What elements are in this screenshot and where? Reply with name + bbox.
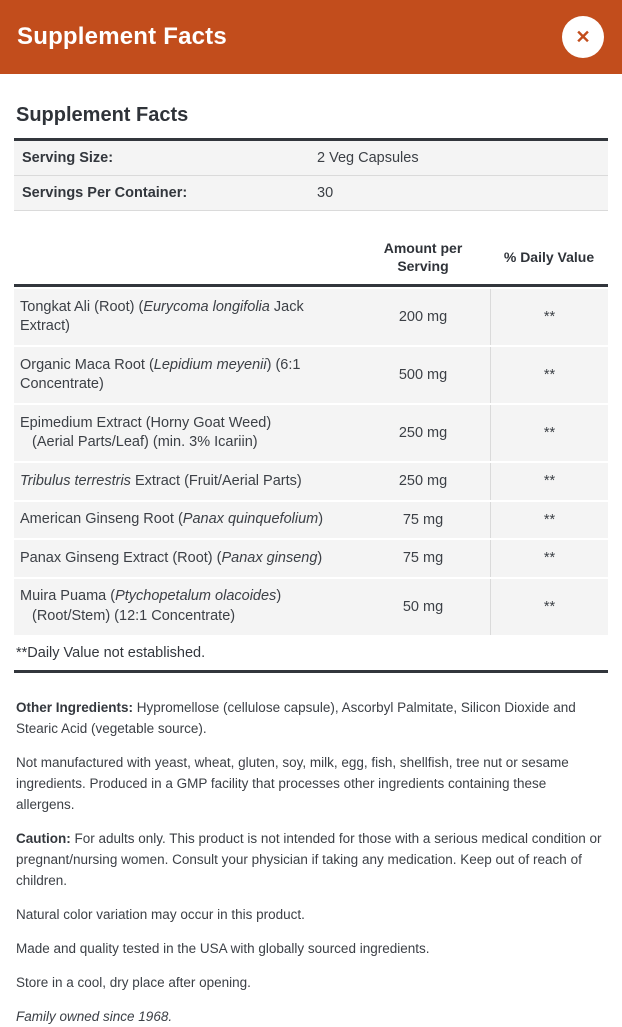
ingredient-name-line1: Organic Maca Root (Lepidium meyenii) (6:1 Concentrate): [20, 356, 301, 392]
daily-value: **: [490, 502, 608, 539]
column-header-amount: Amount per Serving: [383, 240, 463, 274]
table-row: [14, 289, 608, 345]
table-row: [14, 502, 608, 539]
serving-info-label: Serving Size:: [22, 150, 114, 166]
table-row: [14, 540, 608, 577]
info-paragraph: Family owned since 1968.: [16, 1008, 173, 1024]
ingredient-name-line1: Epimedium Extract (Horny Goat Weed): [20, 414, 272, 431]
amount-per-serving: 75 mg: [402, 511, 444, 528]
info-paragraph: Other Ingredients: Hypromellose (cellulose capsule), Ascorbyl Palmitate, Silicon Dioxide and Stearic Acid (vegetable source).: [16, 699, 576, 736]
serving-info-label: Servings Per Container:: [22, 185, 188, 201]
ingredient-name: [14, 289, 356, 345]
ingredient-name-line1: Tribulus terrestris Extract (Fruit/Aerial Parts): [20, 472, 302, 489]
ingredient-name: [14, 405, 356, 461]
table-row: [14, 463, 608, 500]
daily-value: **: [490, 405, 608, 461]
daily-value: **: [490, 579, 608, 635]
supplement-facts-table: [14, 231, 608, 673]
table-row: [14, 347, 608, 403]
serving-info-table: [14, 141, 608, 211]
modal-title: Supplement Facts: [17, 23, 227, 50]
info-paragraphs: [14, 697, 608, 1027]
table-row: [14, 579, 608, 635]
daily-value-footnote: **Daily Value not established.: [14, 635, 608, 673]
close-icon: ✕: [575, 27, 591, 47]
amount-per-serving: 75 mg: [402, 550, 444, 567]
table-header-row: [14, 231, 608, 287]
amount-per-serving: 50 mg: [402, 598, 444, 615]
daily-value: **: [490, 347, 608, 403]
serving-info-value: 2 Veg Capsules: [317, 150, 419, 166]
close-button[interactable]: [562, 16, 604, 58]
table-row: [14, 405, 608, 461]
serving-info-row: [14, 176, 608, 211]
paragraph-label: Other Ingredients:: [16, 699, 134, 715]
info-paragraph: Natural color variation may occur in this product.: [16, 906, 305, 922]
amount-per-serving: 200 mg: [398, 309, 448, 325]
info-paragraph: Store in a cool, dry place after opening.: [16, 974, 251, 990]
modal-header: [0, 0, 622, 74]
amount-per-serving: 250 mg: [398, 473, 448, 490]
ingredient-name: [14, 502, 356, 539]
ingredient-name: [14, 463, 356, 500]
ingredient-name-line2: (Root/Stem) (12:1 Concentrate): [32, 607, 236, 624]
ingredient-name-line1: Muira Puama (Ptychopetalum olacoides): [20, 588, 282, 604]
daily-value: **: [490, 540, 608, 577]
ingredient-name: [14, 579, 356, 635]
serving-info-value: 30: [317, 185, 334, 201]
paragraph-label: Caution:: [16, 830, 71, 846]
amount-per-serving: 500 mg: [398, 367, 448, 383]
ingredient-name: [14, 540, 356, 577]
ingredient-name-line1: Tongkat Ali (Root) (Eurycoma longifolia Jack Extract): [20, 298, 304, 334]
column-header-daily-value: % Daily Value: [503, 249, 595, 265]
info-paragraph: Not manufactured with yeast, wheat, gluten, soy, milk, egg, fish, shellfish, tree nut or sesame ingredients. Produced in a GMP facility that processes other ingredients containing these allergens.: [16, 754, 569, 812]
amount-per-serving: 250 mg: [398, 425, 448, 441]
info-paragraph: Caution: For adults only. This product is not intended for those with a serious medical condition or pregnant/nursing women. Consult your physician if taking any medication. Keep out of reach of children.: [16, 830, 602, 888]
ingredient-name-line1: American Ginseng Root (Panax quinquefolium): [20, 511, 324, 527]
panel-heading: Supplement Facts: [14, 104, 608, 141]
modal-content: [0, 104, 622, 1027]
ingredient-name: [14, 347, 356, 403]
ingredient-name-line2: (Aerial Parts/Leaf) (min. 3% Icariin): [32, 434, 258, 450]
info-paragraph: Made and quality tested in the USA with globally sourced ingredients.: [16, 940, 430, 956]
ingredient-name-line1: Panax Ginseng Extract (Root) (Panax ginseng): [20, 549, 323, 566]
daily-value: **: [490, 289, 608, 345]
daily-value: **: [490, 463, 608, 500]
serving-info-row: [14, 141, 608, 176]
table-body: [14, 289, 608, 635]
